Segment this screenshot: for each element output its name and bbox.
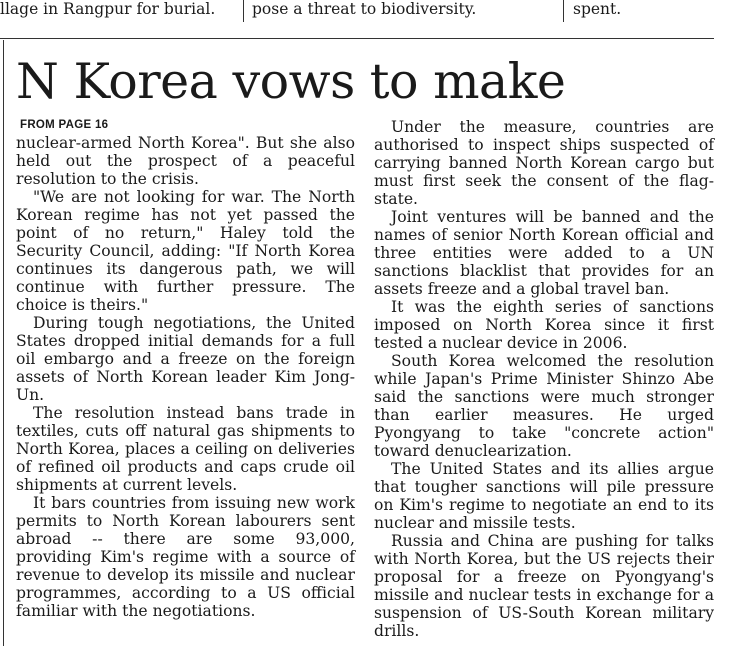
left-margin-rule bbox=[3, 40, 4, 646]
article-headline: N Korea vows to make bbox=[16, 53, 566, 110]
paragraph: Under the measure, countries are authorised to inspect ships suspected of carrying banned North Korean cargo but must first seek the consent of the flag-state. bbox=[374, 118, 714, 208]
story-separator-rule bbox=[0, 38, 714, 39]
paragraph: nuclear-armed North Korea". But she also held out the prospect of a peaceful resolution to the crisis. bbox=[16, 134, 355, 188]
previous-story-snippet-left: llage in Rangpur for burial. bbox=[0, 0, 216, 18]
paragraph: During tough negotiations, the United States dropped initial demands for a full oil embargo and a freeze on the foreign assets of North Korean leader Kim Jong-Un. bbox=[16, 314, 355, 404]
paragraph: "We are not looking for war. The North Korean regime has not yet passed the point of no return," Haley told the Security Council, adding: "If North Korea continues its dangerous path, we will continue with further pressure. The choice is theirs." bbox=[16, 188, 355, 314]
paragraph: The United States and its allies argue that tougher sanctions will pile pressure on Kim's regime to negotiate an end to its nuclear and missile tests. bbox=[374, 460, 714, 532]
paragraph: South Korea welcomed the resolution while Japan's Prime Minister Shinzo Abe said the sanctions were much stronger than earlier measures. He urged Pyongyang to take "concrete action" toward denuclearization. bbox=[374, 352, 714, 460]
previous-story-snippet-right: spent. bbox=[573, 0, 622, 18]
continuation-label: FROM PAGE 16 bbox=[20, 119, 109, 131]
article-column-left bbox=[16, 134, 355, 620]
paragraph: The resolution instead bans trade in textiles, cuts off natural gas shipments to North Korea, places a ceiling on deliveries of refined oil products and caps crude oil shipments at current levels. bbox=[16, 404, 355, 494]
paragraph: Russia and China are pushing for talks with North Korea, but the US rejects their proposal for a freeze on Pyongyang's missile and nuclear tests in exchange for a suspension of US-South Korean military drills. bbox=[374, 532, 714, 640]
paragraph: Joint ventures will be banned and the names of senior North Korean official and three entities were added to a UN sanctions blacklist that provides for an assets freeze and a global travel ban. bbox=[374, 208, 714, 298]
paragraph: It was the eighth series of sanctions imposed on North Korea since it first tested a nuclear device in 2006. bbox=[374, 298, 714, 352]
column-divider-top-right bbox=[563, 0, 564, 22]
paragraph: It bars countries from issuing new work permits to North Korean labourers sent abroad -- there are some 93,000, providing Kim's regime with a source of revenue to develop its missile and nuclear programmes, according to a US official familiar with the negotiations. bbox=[16, 494, 355, 620]
previous-story-snippet-middle: pose a threat to biodiversity. bbox=[252, 0, 477, 18]
column-divider-top-left bbox=[243, 0, 244, 22]
article-column-right bbox=[374, 118, 714, 640]
